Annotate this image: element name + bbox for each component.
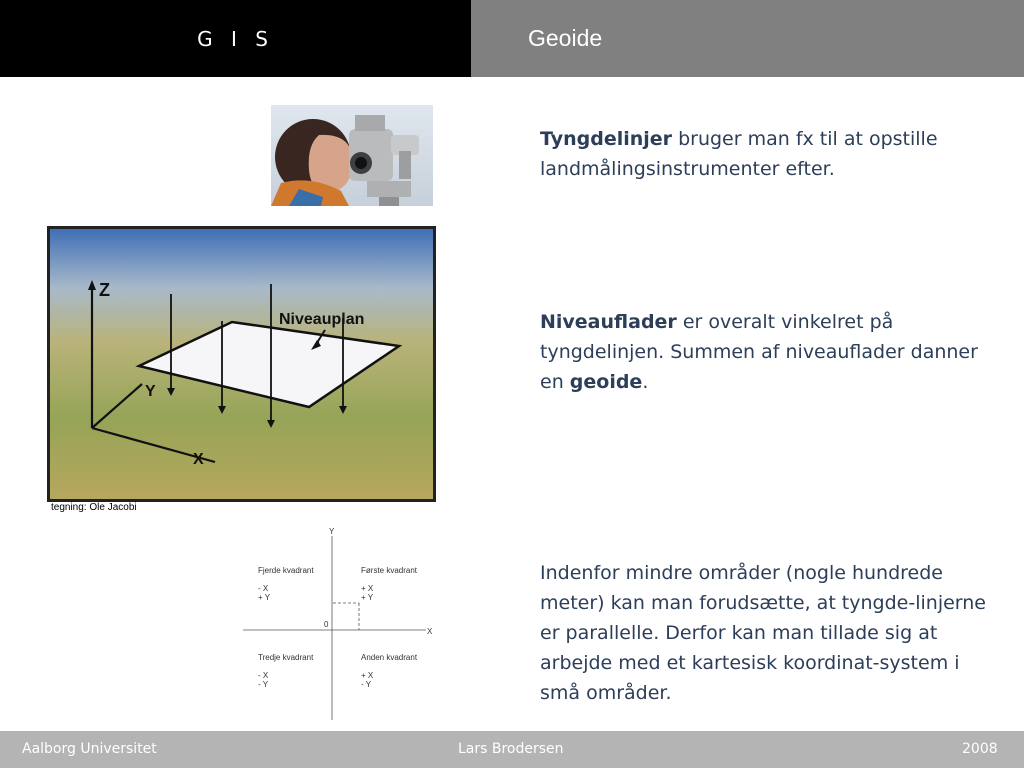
axis-x-label: X	[193, 451, 204, 468]
slide-title: Geoide	[528, 25, 603, 51]
coord-axis-x: X	[427, 627, 433, 636]
header-gis-title: G I S	[197, 26, 274, 51]
q1-line1: + X	[361, 584, 374, 593]
q1-line2: + Y	[361, 593, 374, 602]
coord-axis-y: Y	[329, 527, 335, 536]
coord-origin: 0	[324, 620, 329, 629]
axis-y-label: Y	[145, 383, 156, 400]
paragraph-plumb-lines	[540, 124, 990, 184]
paragraph-level-surfaces-text: er overalt vinkelret på tyngdelinjen. Summen af niveauflader danner en	[540, 311, 978, 393]
header-gis	[0, 0, 471, 77]
plane-label: Niveauplan	[279, 311, 365, 328]
q2-title: Fjerde kvadrant	[258, 566, 314, 575]
q1-title: Første kvadrant	[361, 566, 418, 575]
q3-line2: - Y	[258, 680, 269, 689]
footer-author: Lars Brodersen	[458, 741, 564, 757]
paragraph-level-surfaces-end: .	[642, 371, 649, 393]
level-plane-drawing	[47, 226, 436, 502]
footer-year: 2008	[962, 741, 998, 757]
paragraph-cartesian: Indenfor mindre områder (nogle hundrede meter) kan man forudsætte, at tyngde-linjerne er parallelle. Derfor kan man tillade sig at arbejde med et kartesisk koordinat-system i små områder.	[540, 562, 986, 704]
surveyor-photo	[271, 105, 433, 206]
q3-line1: - X	[258, 671, 269, 680]
q4-line2: - Y	[361, 680, 372, 689]
footer	[0, 731, 1024, 768]
header-topic	[471, 0, 1024, 77]
paragraph-plumb-lines-text: bruger man fx til at opstille landmålingsinstrumenter efter.	[540, 128, 938, 180]
term-level-surfaces: Niveauflader	[540, 311, 677, 333]
q2-line2: + Y	[258, 593, 271, 602]
q4-title: Anden kvadrant	[361, 653, 418, 662]
paragraph-level-surfaces	[540, 307, 990, 397]
q3-title: Tredje kvadrant	[258, 653, 314, 662]
q2-line1: - X	[258, 584, 269, 593]
footer-university: Aalborg Universitet	[22, 741, 157, 757]
coordinate-diagram	[240, 522, 440, 722]
q4-line1: + X	[361, 671, 374, 680]
axis-z-label: Z	[99, 280, 110, 300]
drawing-caption: tegning: Ole Jacobi	[51, 502, 137, 513]
term-geoid: geoide	[569, 371, 643, 393]
term-plumb-lines: Tyngdelinjer	[540, 128, 673, 150]
